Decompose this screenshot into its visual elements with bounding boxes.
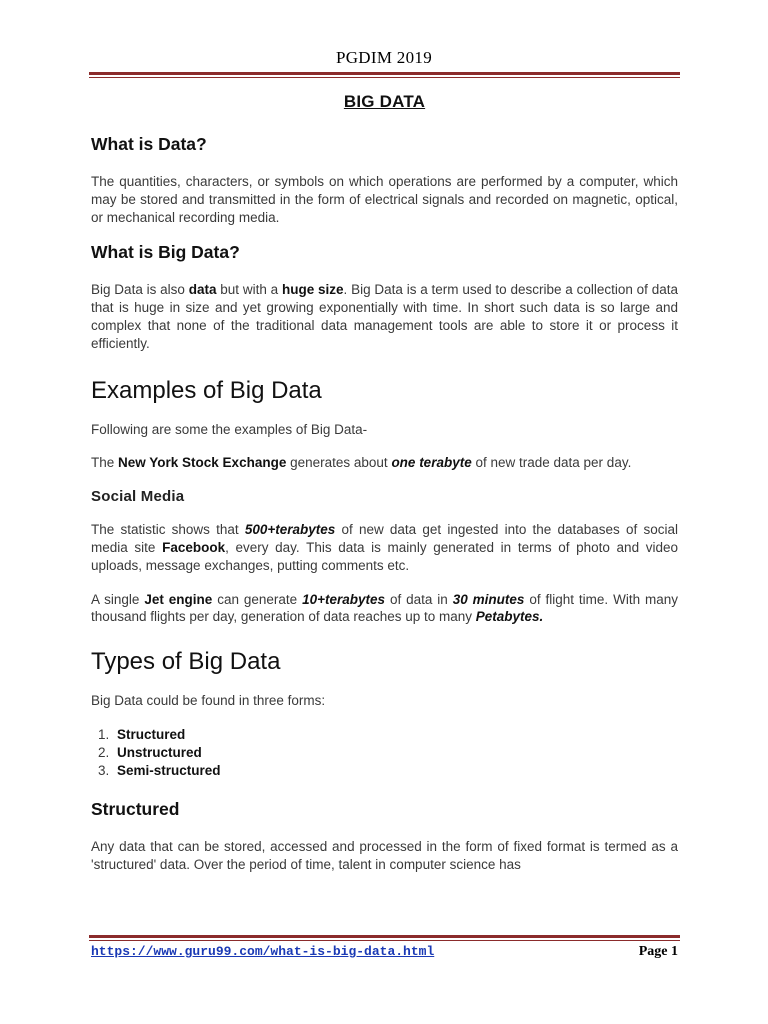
paragraph-what-is-big-data: Big Data is also data but with a huge size. Big Data is a term used to describe a collection of data that is huge in size and yet growing exponentially with time. In short such data is so large and complex that none of the traditional data management tools are able to store it or process it efficiently. (91, 282, 678, 351)
paragraph-structured: Any data that can be stored, accessed and processed in the form of fixed format is termed as a 'structured' data. Over the period of time, talent in computer science has (91, 839, 678, 873)
list-item: 3. Semi-structured (113, 762, 678, 780)
document-body (91, 92, 678, 890)
paragraph-jet-engine: A single Jet engine can generate 10+terabytes of data in 30 minutes of flight time. With many thousand flights per day, generation of data reaches up to many Petabytes. (91, 591, 678, 625)
emphasis-nyse: New York Stock Exchange (118, 455, 287, 471)
heading-types: Types of Big Data (91, 648, 281, 676)
paragraph-nyse: The New York Stock Exchange generates about one terabyte of new trade data per day. (91, 455, 632, 471)
list-item: 2. Unstructured (113, 744, 678, 762)
source-link[interactable]: https://www.guru99.com/what-is-big-data.html (91, 944, 435, 959)
heading-structured: Structured (91, 799, 180, 820)
paragraph-examples-intro: Following are some the examples of Big Data- (91, 421, 368, 437)
list-item: 1. Structured (113, 726, 678, 744)
heading-what-is-big-data: What is Big Data? (91, 242, 240, 263)
document-title: BIG DATA (343, 92, 426, 111)
emphasis-huge-size: huge size (281, 282, 344, 298)
heading-examples: Examples of Big Data (91, 376, 322, 404)
emphasis-facebook: Facebook (162, 539, 226, 555)
emphasis-one-terabyte: one terabyte (391, 455, 472, 471)
emphasis-jet-engine: Jet engine (144, 591, 213, 607)
page-number: Page 1 (638, 944, 678, 959)
emphasis-petabytes: Petabytes. (475, 609, 544, 625)
emphasis-10-terabytes: 10+terabytes (302, 591, 386, 607)
footer-rule (89, 935, 680, 941)
types-list (91, 726, 678, 779)
emphasis-data: data (188, 282, 217, 298)
heading-social-media: Social Media (91, 488, 185, 506)
emphasis-500-terabytes: 500+terabytes (244, 522, 336, 538)
heading-what-is-data: What is Data? (91, 134, 207, 154)
header-rule (89, 72, 680, 78)
paragraph-what-is-data: The quantities, characters, or symbols on which operations are performed by a computer, which may be stored and transmitted in the form of electrical signals and recorded on magnetic, optical, or mechanical recording media. (91, 174, 678, 225)
page-header: PGDIM 2019 (335, 48, 433, 67)
emphasis-30-minutes: 30 minutes (452, 591, 525, 607)
paragraph-social-media: The statistic shows that 500+terabytes of new data get ingested into the databases of social media site Facebook, every day. This data is mainly generated in terms of photo and video uploads, message exchanges, putting comments etc. (91, 522, 678, 573)
paragraph-types-intro: Big Data could be found in three forms: (91, 693, 326, 709)
